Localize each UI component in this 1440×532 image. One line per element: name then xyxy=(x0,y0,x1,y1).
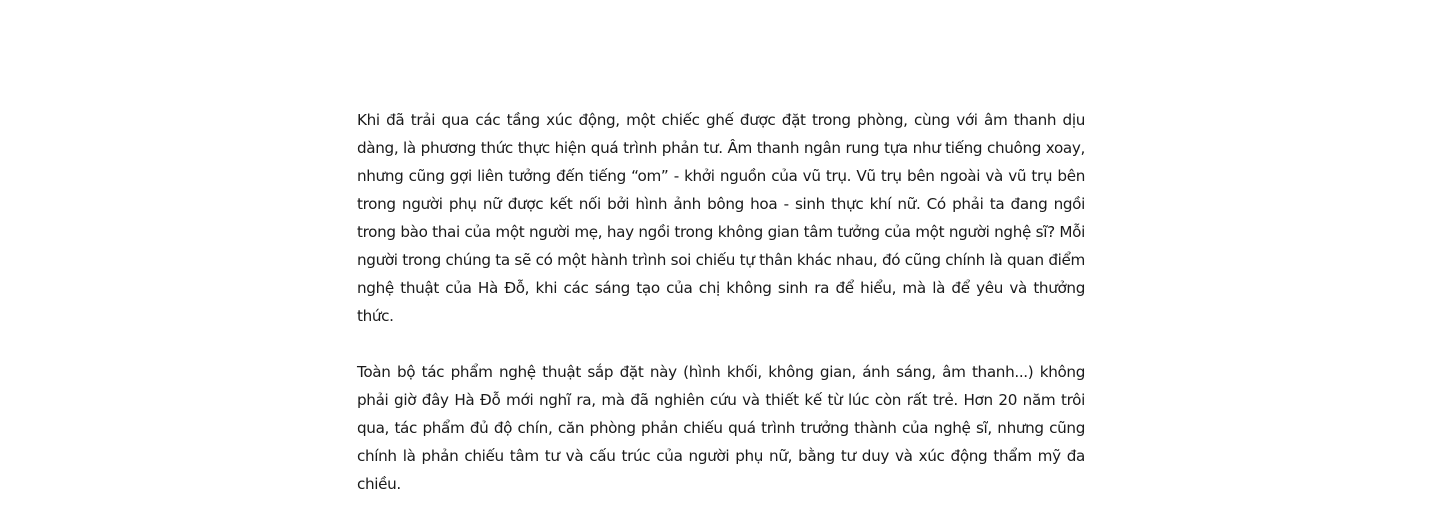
article-paragraph-2: Toàn bộ tác phẩm nghệ thuật sắp đặt này (hình khối, không gian, ánh sáng, âm thanh...) không phải giờ đây Hà Đỗ mới nghĩ ra, mà đã nghiên cứu và thiết kế từ lúc còn rất trẻ. Hơn 20 năm trôi qua, tác phẩm đủ độ chín, căn phòng phản chiếu quá trình trưởng thành của nghệ sĩ, nhưng cũng chính là phản chiếu tâm tư và cấu trúc của người phụ nữ, bằng tư duy và xúc động thẩm mỹ đa chiều. xyxy=(357,363,1085,493)
article-body xyxy=(357,106,1085,498)
article-paragraph-1: Khi đã trải qua các tầng xúc động, một chiếc ghế được đặt trong phòng, cùng với âm thanh dịu dàng, là phương thức thực hiện quá trình phản tư. Âm thanh ngân rung tựa như tiếng chuông xoay, nhưng cũng gợi liên tưởng đến tiếng “om” - khởi nguồn của vũ trụ. Vũ trụ bên ngoài và vũ trụ bên trong người phụ nữ được kết nối bởi hình ảnh bông hoa - sinh thực khí nữ. Có phải ta đang ngồi trong bào thai của một người mẹ, hay ngồi trong không gian tâm tưởng của một người nghệ sĩ? Mỗi người trong chúng ta sẽ có một hành trình soi chiếu tự thân khác nhau, đó cũng chính là quan điểm nghệ thuật của Hà Đỗ, khi các sáng tạo của chị không sinh ra để hiểu, mà là để yêu và thưởng thức. xyxy=(357,111,1085,325)
